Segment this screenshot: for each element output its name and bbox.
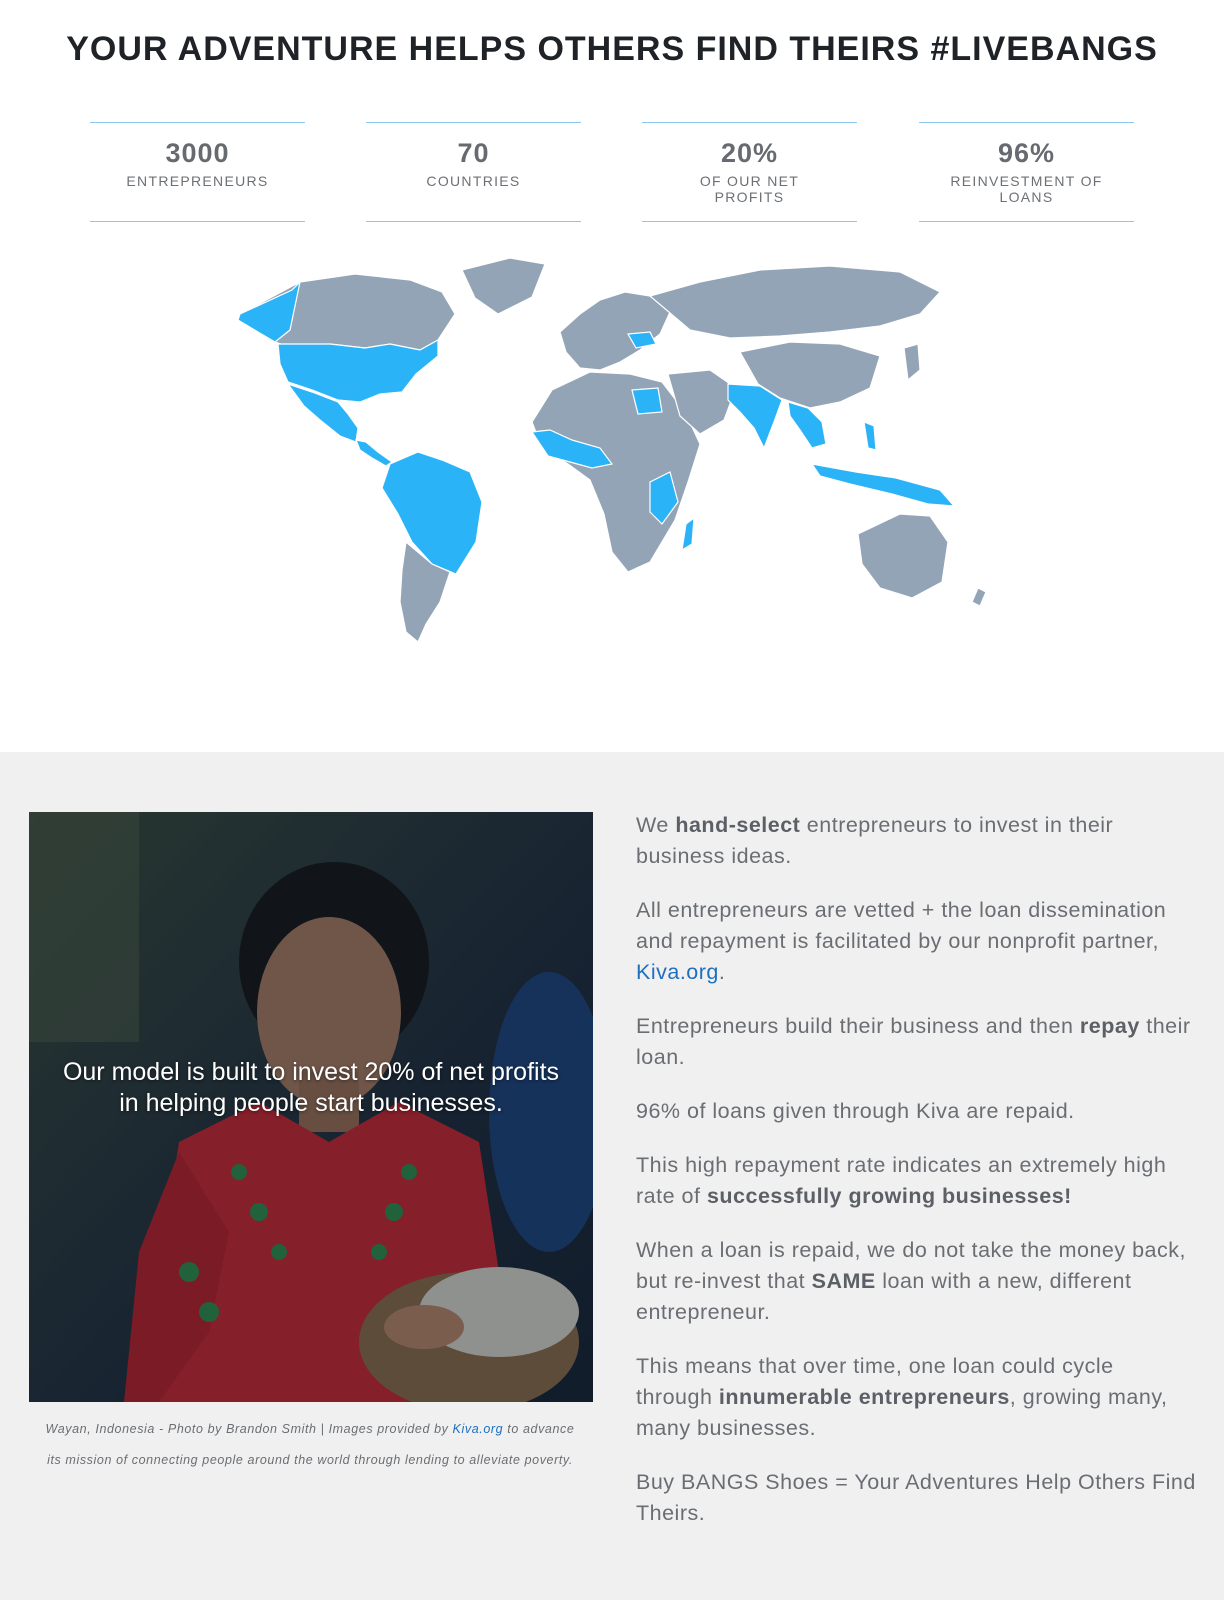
emphasis: successfully growing businesses! — [706, 1184, 1072, 1208]
stat-label: REINVESTMENT OF LOANS — [950, 173, 1103, 205]
map-new-zealand — [972, 588, 986, 606]
map-central-america — [356, 440, 392, 466]
stat-value: 3000 — [165, 138, 230, 168]
paragraph-cycle — [636, 1351, 1196, 1444]
stat-reinvestment — [919, 122, 1134, 222]
text: Entrepreneurs build their business and then — [636, 1014, 1080, 1038]
stat-value: 96% — [997, 138, 1056, 168]
photo-credit — [40, 1414, 580, 1476]
stat-countries — [366, 122, 581, 222]
text: entrepreneurs to invest in their business ideas. — [636, 813, 1114, 868]
text: We — [636, 813, 676, 837]
text: This high repayment rate indicates an extremely high rate of — [636, 1153, 1167, 1208]
entrepreneur-photo — [29, 812, 593, 1402]
map-indonesia — [812, 464, 954, 506]
map-europe — [560, 292, 670, 370]
map-greenland — [462, 258, 545, 314]
credit-text-end: to advance its mission of connecting people around the world through lending to alleviate poverty. — [47, 1422, 575, 1467]
kiva-link[interactable]: Kiva.org — [636, 960, 719, 984]
story-section — [0, 752, 1224, 1600]
text: This means that over time, one loan could cycle through — [636, 1354, 1114, 1409]
emphasis: hand-select — [675, 813, 801, 837]
map-africa — [532, 372, 700, 572]
map-philippines — [864, 422, 876, 450]
emphasis: SAME — [811, 1269, 876, 1293]
paragraph-buy-bangs: Buy BANGS Shoes = Your Adventures Help Others Find Theirs. — [636, 1470, 1196, 1525]
stat-entrepreneurs — [90, 122, 305, 222]
paragraph-repay — [636, 1011, 1196, 1073]
map-australia — [858, 514, 948, 598]
text: When a loan is repaid, we do not take the money back, but re-invest that — [636, 1238, 1186, 1293]
paragraph-repaid-rate: 96% of loans given through Kiva are repaid. — [636, 1099, 1075, 1123]
stat-label: ENTREPRENEURS — [126, 173, 269, 189]
text: All entrepreneurs are vetted + the loan dissemination and repayment is facilitated by our nonprofit partner, — [636, 898, 1167, 953]
paragraph-high-rate — [636, 1150, 1196, 1212]
map-southeast-asia — [788, 402, 826, 448]
kiva-link[interactable]: Kiva.org — [452, 1422, 504, 1436]
emphasis: innumerable entrepreneurs — [718, 1385, 1010, 1409]
stat-label: COUNTRIES — [426, 173, 521, 189]
text: , growing many, many businesses. — [636, 1385, 1168, 1440]
photo-caption: Our model is built to invest 20% of net profits in helping people start businesses. — [62, 1058, 560, 1117]
text: loan with a new, different entrepreneur. — [636, 1269, 1132, 1324]
page-headline: YOUR ADVENTURE HELPS OTHERS FIND THEIRS #LIVEBANGS — [66, 30, 1158, 68]
world-map-graphic — [180, 252, 1040, 662]
emphasis: repay — [1079, 1014, 1140, 1038]
paragraph-vetted — [636, 895, 1196, 988]
stat-label: OF OUR NET PROFITS — [699, 173, 800, 205]
map-japan — [904, 344, 920, 380]
text: . — [718, 960, 726, 984]
map-egypt — [632, 388, 662, 414]
stat-net-profits — [642, 122, 857, 222]
world-map — [180, 252, 1040, 662]
stat-value: 70 — [457, 138, 490, 168]
stats-row — [90, 122, 1134, 222]
story-copy — [636, 810, 1196, 1552]
map-madagascar — [682, 518, 694, 550]
paragraph-hand-select — [636, 810, 1196, 872]
paragraph-reinvest — [636, 1235, 1196, 1328]
map-russia — [650, 266, 940, 338]
stat-value: 20% — [720, 138, 779, 168]
map-south-america-north — [382, 452, 482, 574]
text: their loan. — [636, 1014, 1191, 1069]
credit-text: Wayan, Indonesia - Photo by Brandon Smith | Images provided by — [45, 1422, 453, 1436]
